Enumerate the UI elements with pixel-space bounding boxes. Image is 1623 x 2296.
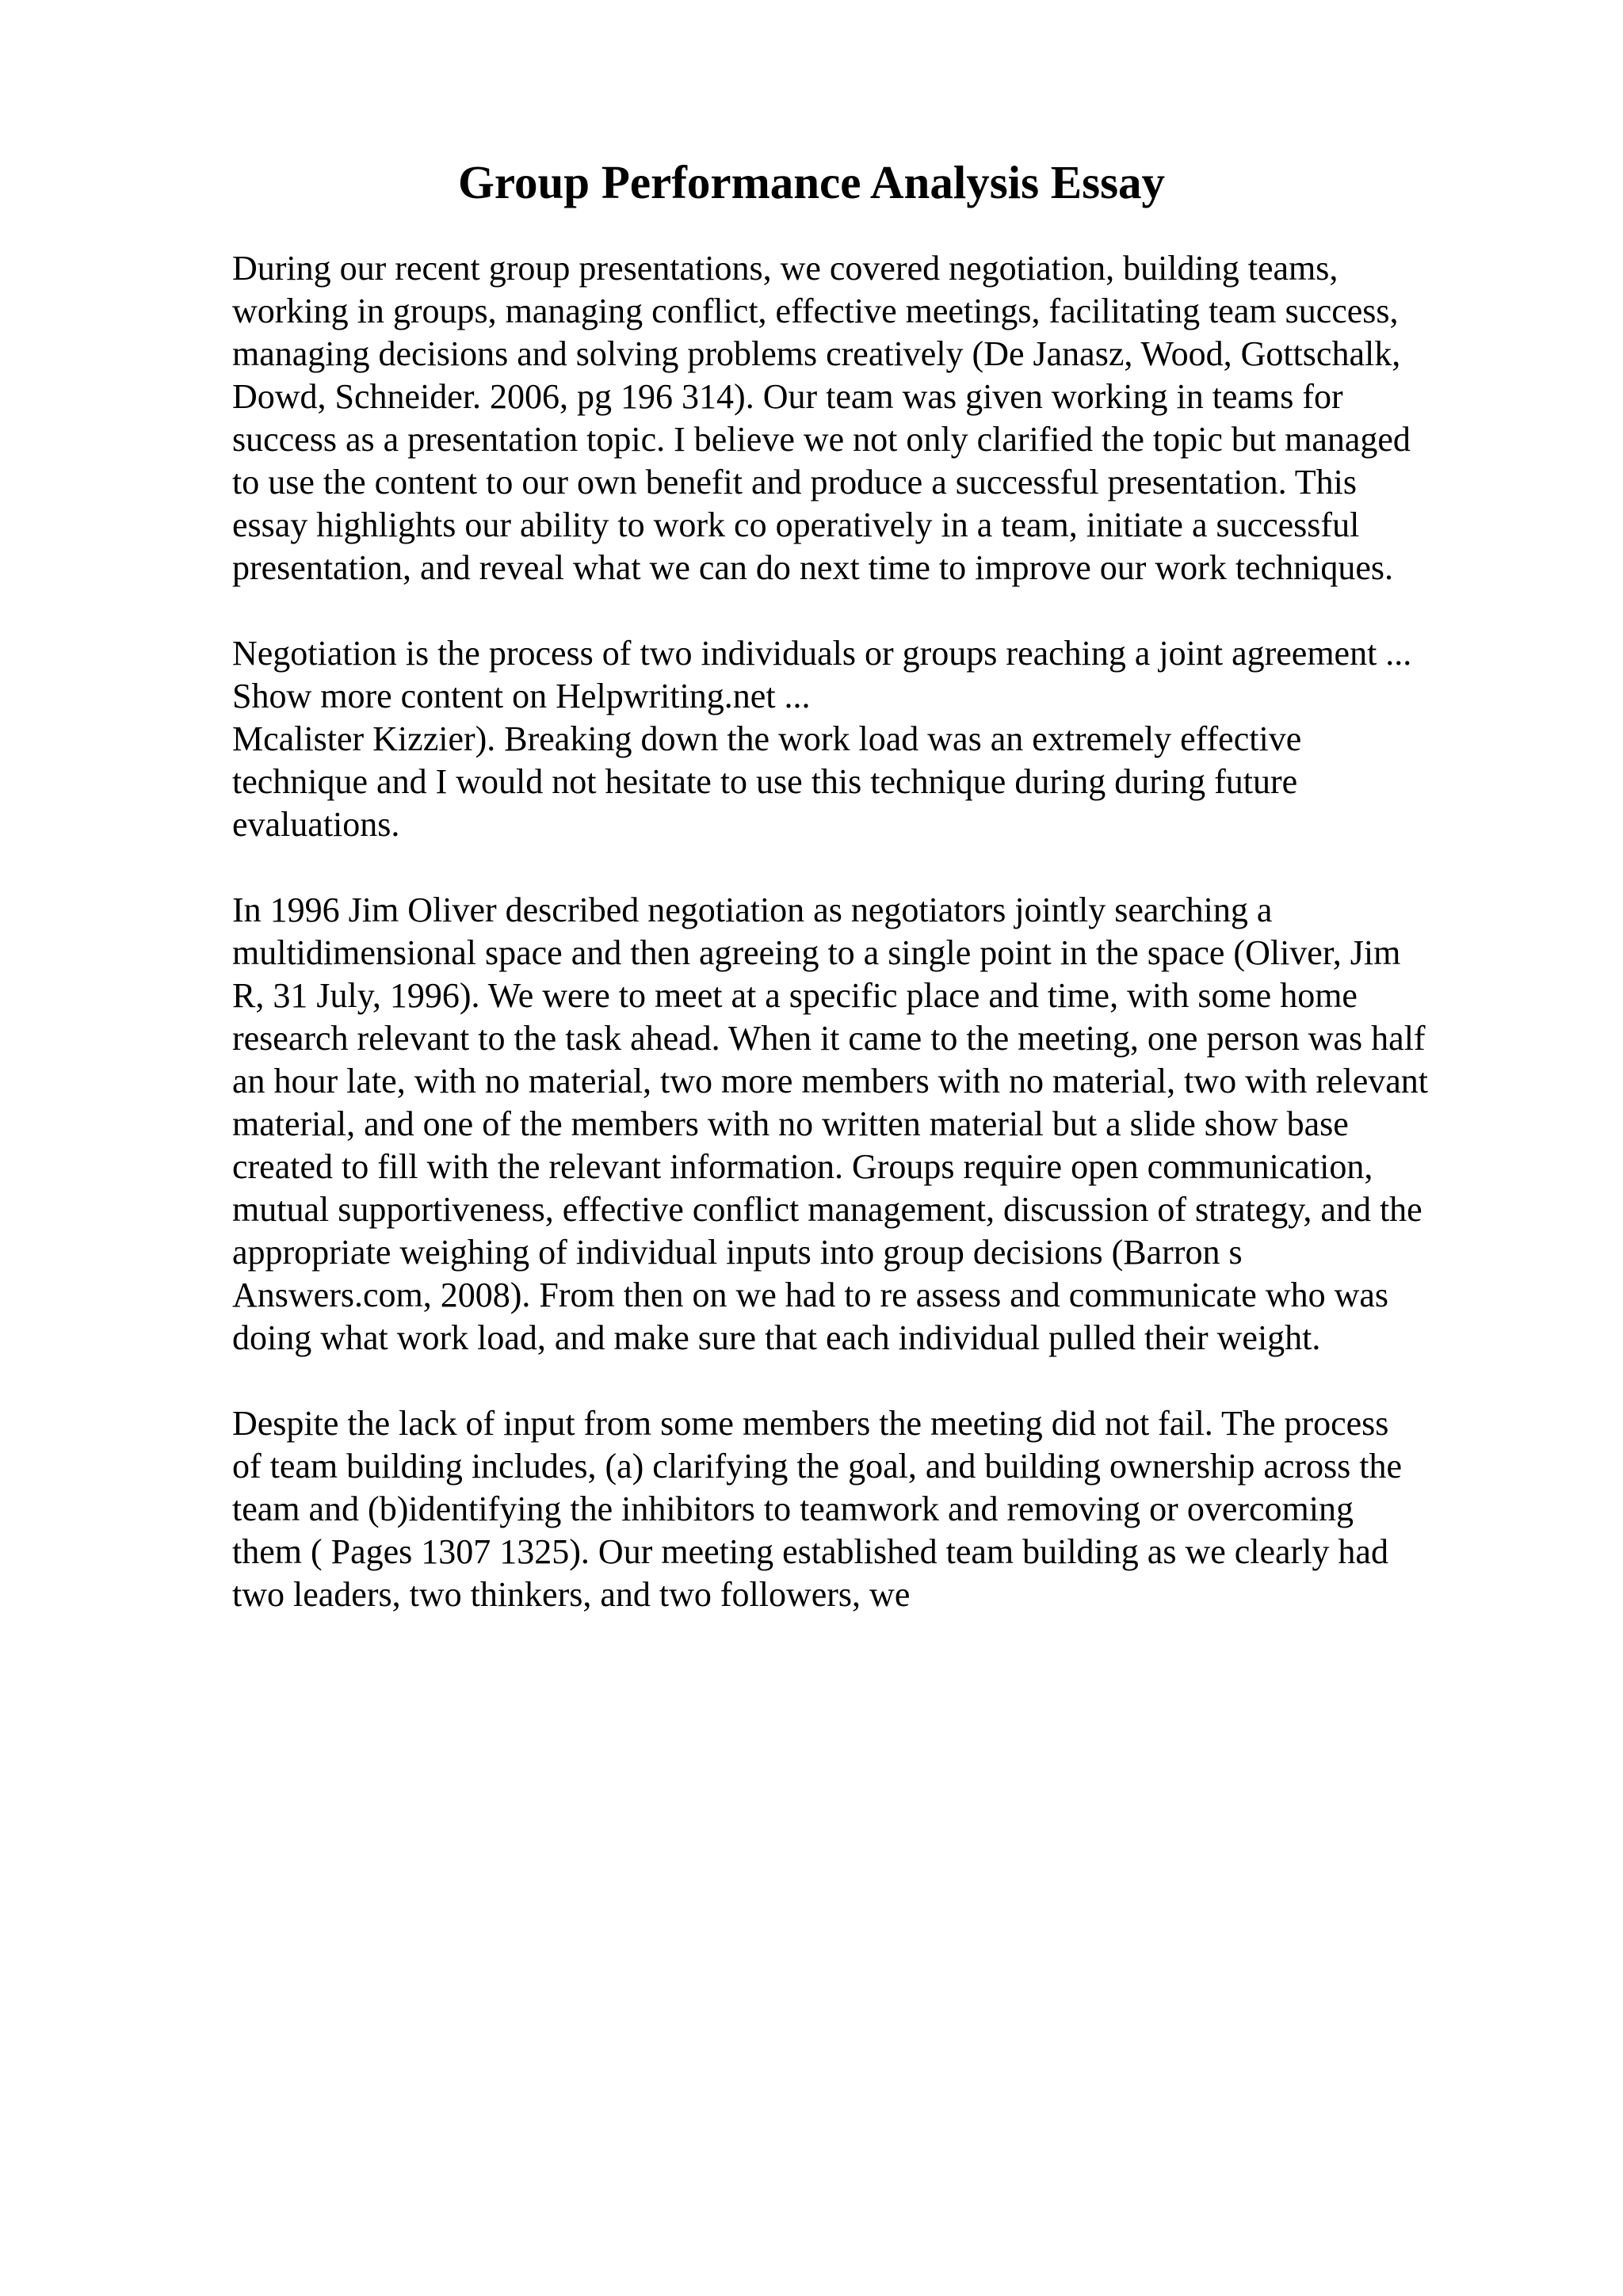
text-line: appropriate weighing of individual inputs into group decisions (Barron s <box>232 1233 1243 1272</box>
text-line: research relevant to the task ahead. When it came to the meeting, one person was half <box>232 1019 1426 1058</box>
text-line: Show more content on Helpwriting.net ... <box>232 677 811 715</box>
text-line: technique and I would not hesitate to use this technique during during future <box>232 762 1298 801</box>
text-line: them ( Pages 1307 1325). Our meeting established team building as we clearly had <box>232 1532 1388 1571</box>
text-line: managing decisions and solving problems creatively (De Janasz, Wood, Gottschalk, <box>232 334 1401 373</box>
text-line: an hour late, with no material, two more members with no material, two with relevant <box>232 1062 1429 1100</box>
text-line: essay highlights our ability to work co operatively in a team, initiate a successful <box>232 505 1360 544</box>
document-title: Group Performance Analysis Essay <box>457 156 1166 208</box>
text-line: presentation, and reveal what we can do next time to improve our work techniques. <box>232 548 1393 587</box>
text-line: Mcalister Kizzier). Breaking down the work load was an extremely effective <box>232 719 1302 758</box>
text-line: In 1996 Jim Oliver described negotiation as negotiators jointly searching a <box>232 891 1273 929</box>
text-line: During our recent group presentations, we covered negotiation, building teams, <box>232 249 1338 288</box>
text-line: two leaders, two thinkers, and two followers, we <box>232 1575 911 1614</box>
text-line: working in groups, managing conflict, effective meetings, facilitating team success, <box>232 292 1399 330</box>
text-line: material, and one of the members with no written material but a slide show base <box>232 1104 1349 1143</box>
text-line: evaluations. <box>232 805 400 844</box>
text-line: multidimensional space and then agreeing to a single point in the space (Oliver, Jim <box>232 933 1401 972</box>
text-line: R, 31 July, 1996). We were to meet at a specific place and time, with some home <box>232 976 1358 1015</box>
text-line: team and (b)identifying the inhibitors to teamwork and removing or overcoming <box>232 1489 1354 1528</box>
text-line: Answers.com, 2008). From then on we had to re assess and communicate who was <box>232 1276 1389 1314</box>
text-line: created to fill with the relevant information. Groups require open communication, <box>232 1147 1373 1186</box>
paragraph <box>232 1402 1611 1616</box>
text-line: success as a presentation topic. I believe we not only clarified the topic but managed <box>232 420 1411 459</box>
text-line: of team building includes, (a) clarifying the goal, and building ownership across the <box>232 1447 1403 1486</box>
essay-body <box>232 247 1611 1659</box>
text-line: doing what work load, and make sure that each individual pulled their weight. <box>232 1318 1321 1357</box>
paragraph <box>232 632 1611 846</box>
text-line: Dowd, Schneider. 2006, pg 196 314). Our team was given working in teams for <box>232 377 1343 416</box>
paragraph <box>232 247 1611 589</box>
paragraph <box>232 889 1611 1360</box>
text-line: mutual supportiveness, effective conflict management, discussion of strategy, and the <box>232 1190 1423 1229</box>
text-line: Negotiation is the process of two individuals or groups reaching a joint agreement ... <box>232 634 1412 673</box>
text-line: to use the content to our own benefit and produce a successful presentation. This <box>232 463 1358 502</box>
text-line: Despite the lack of input from some members the meeting did not fail. The process <box>232 1404 1389 1443</box>
